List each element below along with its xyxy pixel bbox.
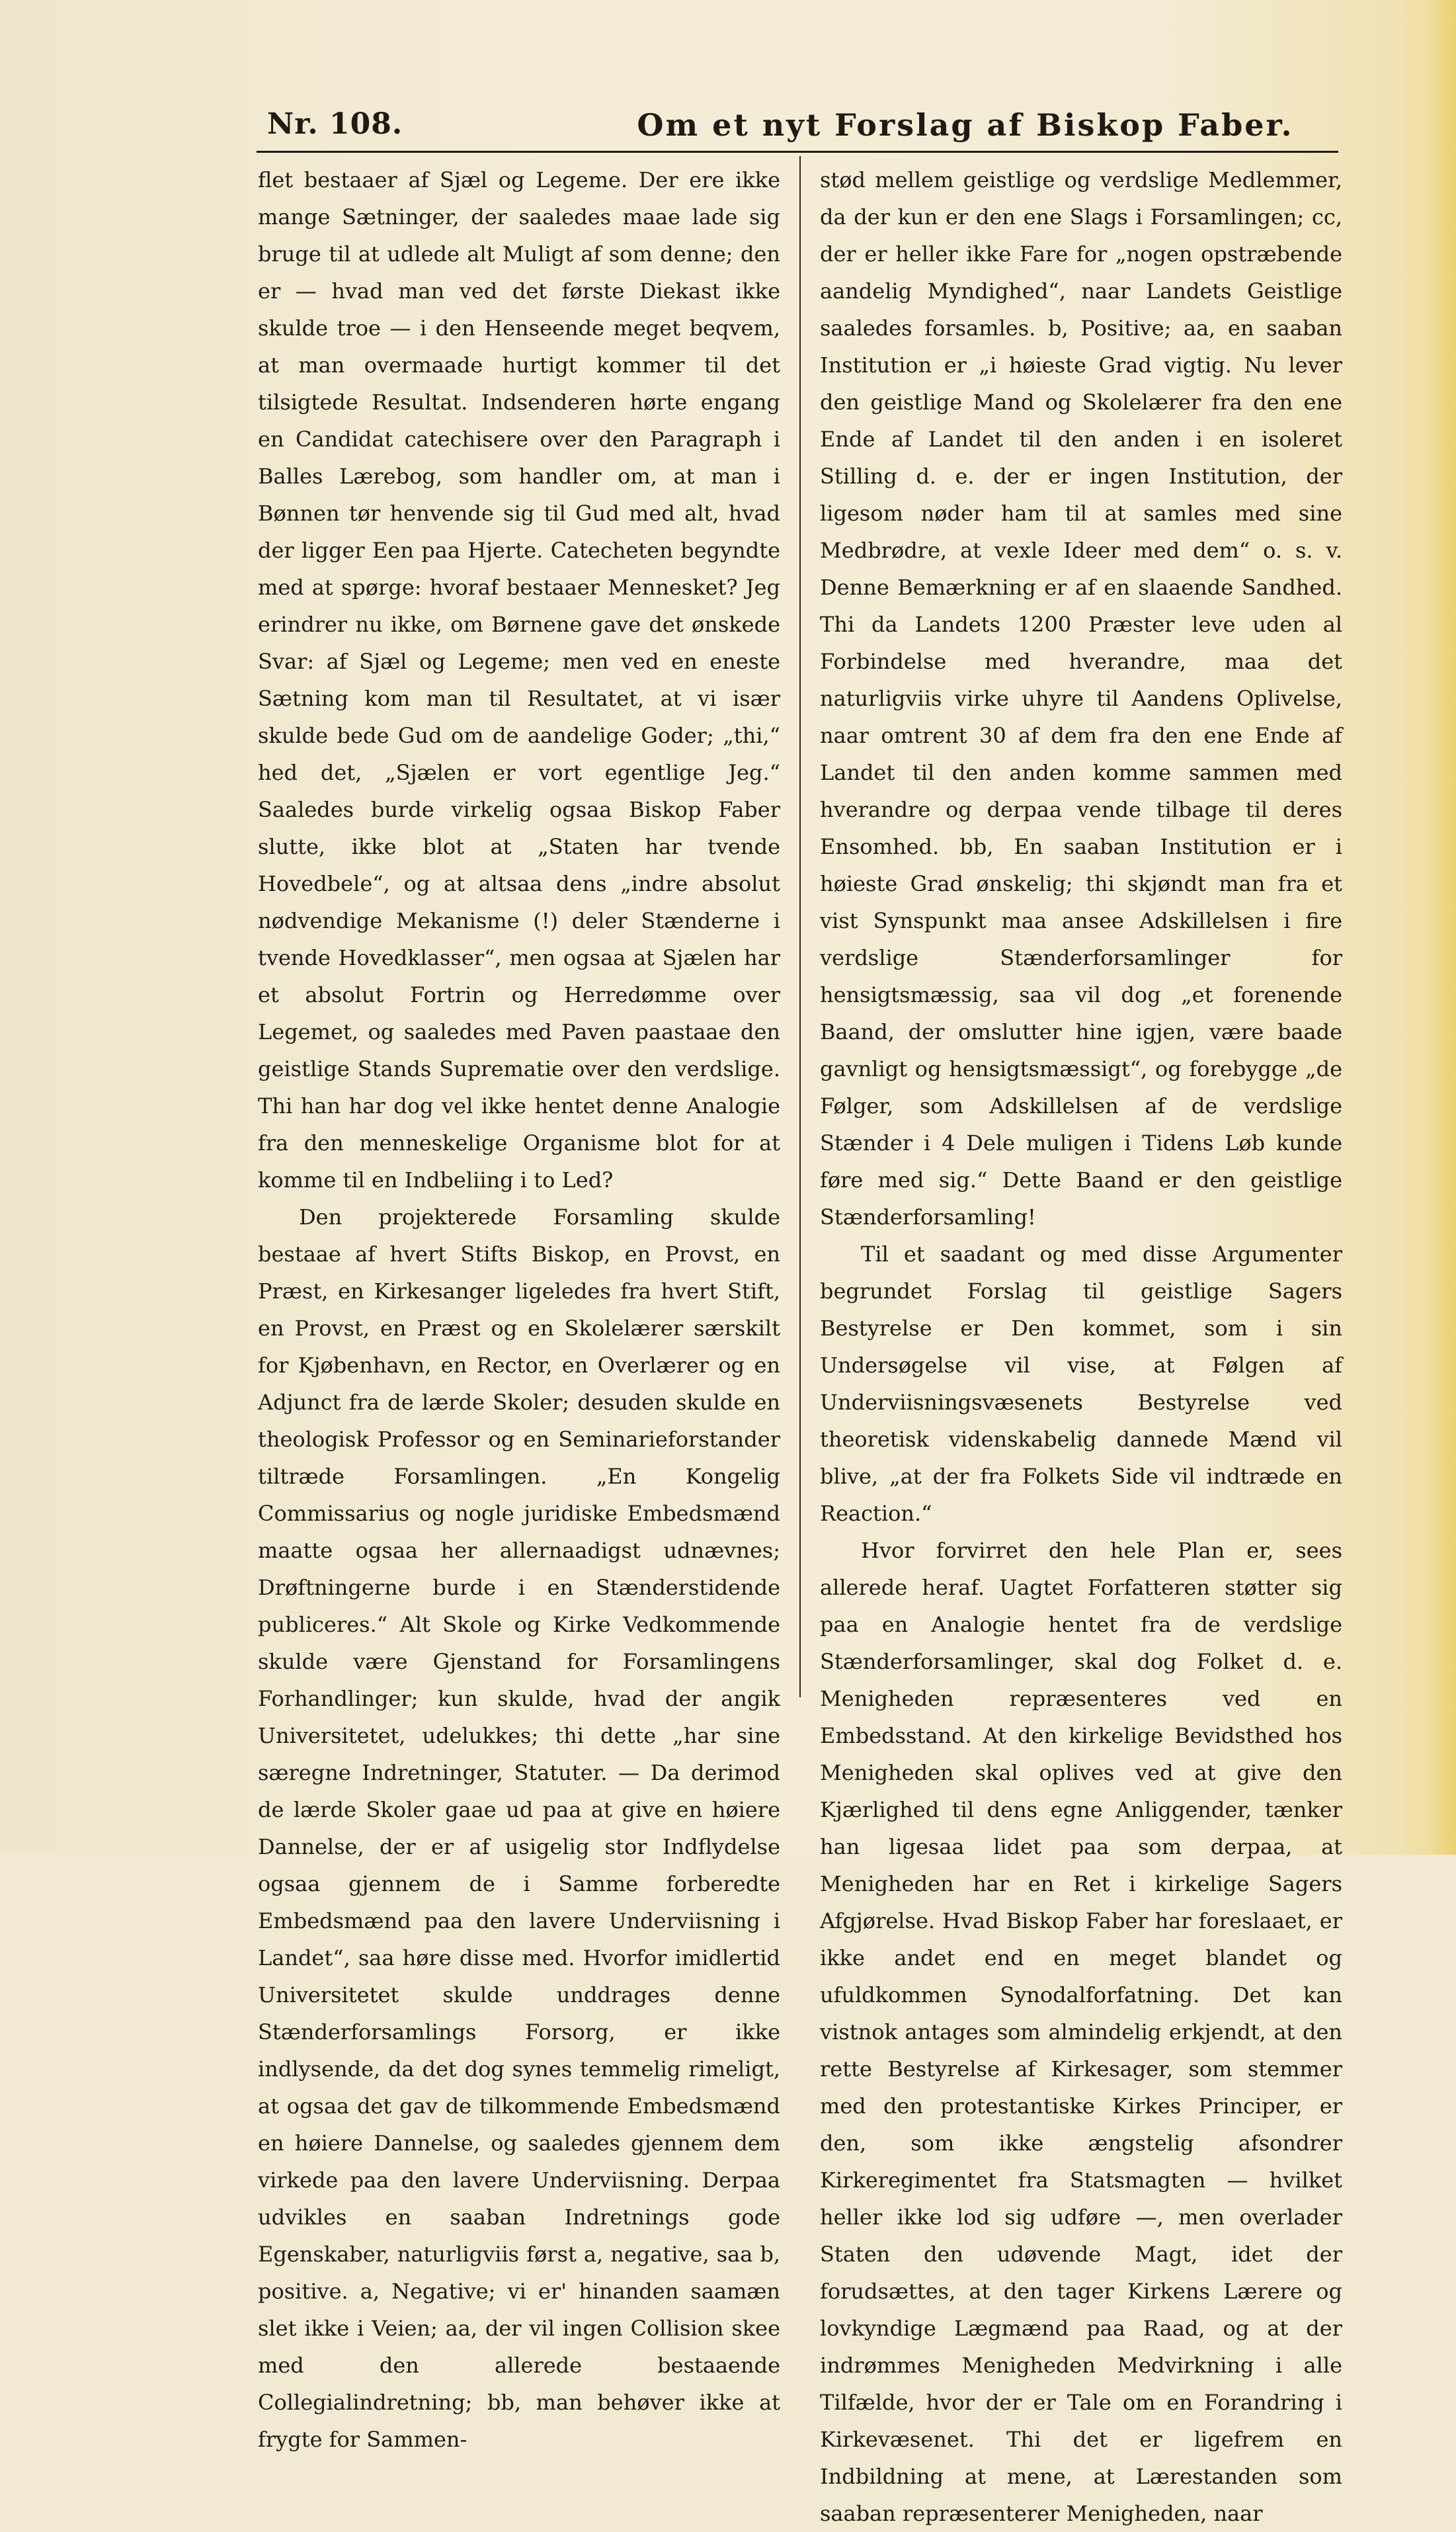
running-title: Om et nyt Forslag af Biskop Faber. [637,107,1294,143]
right-paragraph-1: stød mellem geistlige og verdslige Medlemmer, da der kun er den ene Slags i Forsamlingen; cc, der er heller ikke Fare for „nogen opstræbende aandelig Myndighed“, naar Landets Geistlige saaledes forsamles. b, Positive; aa, en saaban Institution er „i høieste Grad vigtig. Nu lever den geistlige Mand og Skolelærer fra den ene Ende af Landet til den anden i en isoleret Stilling d. e. der er ingen Institution, der ligesom nøder ham til at samles med sine Medbrødre, at vexle Ideer med dem“ o. s. v. Denne Bemærkning er af en slaaende Sandhed. Thi da Landets 1200 Præster leve uden al Forbindelse med hverandre, maa det naturligviis virke uhyre til Aandens Oplivelse, naar omtrent 30 af dem fra den ene Ende af Landet til den anden komme sammen med hverandre og derpaa vende tilbage til deres Ensomhed. bb, En saaban Institution er i høieste Grad ønskelig; thi skjøndt man fra et vist Synspunkt maa ansee Adskillelsen i fire verdslige Stænderforsamlinger for hensigtsmæssig, saa vil dog „et forenende Baand, der omslutter hine igjen, være baade gavnligt og hensigtsmæssigt“, og forebygge „de Følger, som Adskillelsen af de verdslige Stænder i 4 Dele muligen i Tidens Løb kunde føre med sig.“ Dette Baand er den geistlige Stænderforsamling! [820,167,1342,1230]
left-paragraph-1: flet bestaaer af Sjæl og Legeme. Der ere ikke mange Sætninger, der saaledes maae lade sig bruge til at udlede alt Muligt af som denne; den er — hvad man ved det første Diekast ikke skulde troe — i den Henseende meget beqvem, at man overmaade hurtigt kommer til det tilsigtede Resultat. Indsenderen hørte engang en Candidat catechisere over den Paragraph i Balles Lærebog, som handler om, at man i Bønnen tør henvende sig til Gud med alt, hvad der ligger Een paa Hjerte. Catecheten begyndte med at spørge: hvoraf bestaaer Mennesket? Jeg erindrer nu ikke, om Børnene gave det ønskede Svar: af Sjæl og Legeme; men ved en eneste Sætning kom man til Resultatet, at vi især skulde bede Gud om de aandelige Goder; „thi,“ hed det, „Sjælen er vort egentlige Jeg.“ Saaledes burde virkelig ogsaa Biskop Faber slutte, ikke blot at „Staten har tvende Hovedbele“, og at altsaa dens „indre absolut nødvendige Mekanisme (!) deler Stænderne i tvende Hovedklasser“, men ogsaa at Sjælen har et absolut Fortrin og Herredømme over Legemet, og saaledes med Paven paastaae den geistlige Stands Suprematie over den verdslige. Thi han har dog vel ikke hentet denne Analogie fra den menneskelige Organisme blot for at komme til en Indbeliing i to Led? [258,167,780,1193]
left-paragraph-2: Den projekterede Forsamling skulde bestaae af hvert Stifts Biskop, en Provst, en Præst, en Kirkesanger ligeledes fra hvert Stift, en Provst, en Præst og en Skolelærer særskilt for Kjøbenhavn, en Rector, en Overlærer og en Adjunct fra de lærde Skoler; desuden skulde en theologisk Professor og en Seminarieforstander tiltræde Forsamlingen. „En Kongelig Commissarius og nogle juridiske Embedsmænd maatte ogsaa her allernaadigst udnævnes; Drøftningerne burde i en Stænderstidende publiceres.“ Alt Skole og Kirke Vedkommende skulde være Gjenstand for Forsamlingens Forhandlinger; kun skulde, hvad der angik Universitetet, udelukkes; thi dette „har sine særegne Indretninger, Statuter. — Da derimod de lærde Skoler gaae ud paa at give en høiere Dannelse, der er af usigelig stor Indflydelse ogsaa gjennem de i Samme forberedte Embedsmænd paa den lavere Underviisning i Landet“, saa høre disse med. Hvorfor imidlertid Universitetet skulde unddrages denne Stænderforsamlings Forsorg, er ikke indlysende, da det dog synes temmelig rimeligt, at ogsaa det gav de tilkommende Embedsmænd en høiere Dannelse, og saaledes gjennem dem virkede paa den lavere Underviisning. Derpaa udvikles en saaban Indretnings gode Egenskaber, naturligviis først a, negative, saa b, positive. a, Negative; vi er' hinanden saamæn slet ikke i Veien; aa, der vil ingen Collision skee med den allerede bestaaende Collegialindretning; bb, man behøver ikke at frygte for Sammen- [258,1204,780,2452]
right-column [820,161,1342,2526]
right-paragraph-3: Hvor forvirret den hele Plan er, sees allerede heraf. Uagtet Forfatteren støtter sig paa en Analogie hentet fra de verdslige Stænderforsamlinger, skal dog Folket d. e. Menigheden repræsenteres ved en Embedsstand. At den kirkelige Bevidsthed hos Menigheden skal oplives ved at give den Kjærlighed til dens egne Anliggender, tænker han ligesaa lidet paa som derpaa, at Menigheden har en Ret i kirkelige Sagers Afgjørelse. Hvad Biskop Faber har foreslaaet, er ikke andet end en meget blandet og ufuldkommen Synodalforfatning. Det kan vistnok antages som almindelig erkjendt, at den rette Bestyrelse af Kirkesager, som stemmer med den protestantiske Kirkes Principer, er den, som ikke ængstelig afsondrer Kirkeregimentet fra Statsmagten — hvilket heller ikke lod sig udføre —, men overlader Staten den udøvende Magt, idet der forudsættes, at den tager Kirkens Lærere og lovkyndige Lægmænd paa Raad, og at der indrømmes Menigheden Medvirkning i alle Tilfælde, hvor der er Tale om en Forandring i Kirkevæsenet. Thi det er ligefrem en Indbildning at mene, at Lærestanden som saaban repræsenterer Menigheden, naar [820,1538,1342,2526]
column-divider [799,156,801,1697]
page-edge-shading [1430,0,1456,1855]
left-column [258,161,780,2452]
right-paragraph-2: Til et saadant og med disse Argumenter begrundet Forslag til geistlige Sagers Bestyrelse er Den kommet, som i sin Undersøgelse vil vise, at Følgen af Underviisningsvæsenets Bestyrelse ved theoretisk videnskabelig dannede Mænd vil blive, „at der fra Folkets Side vil indtræde en Reaction.“ [820,1242,1342,1526]
page-number: Nr. 108. [267,107,403,141]
page-header [258,99,1342,152]
header-rule [257,151,1338,153]
